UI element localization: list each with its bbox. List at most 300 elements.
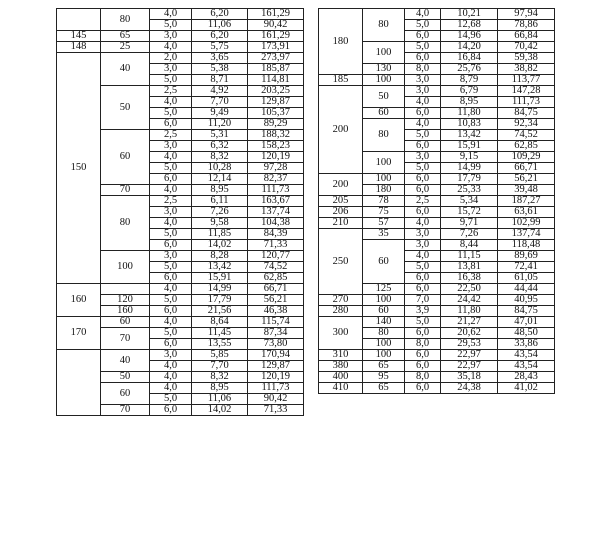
table-cell: 6,0	[405, 273, 441, 284]
table-cell: 11,80	[441, 108, 498, 119]
table-cell: 4,0	[150, 361, 192, 372]
table-cell: 70,42	[498, 42, 555, 53]
table-cell: 6,0	[405, 361, 441, 372]
table-cell: 8,95	[441, 97, 498, 108]
table-cell: 6,0	[150, 240, 192, 251]
table-cell: 210	[319, 218, 363, 229]
table-row	[319, 361, 555, 372]
table-cell: 6,79	[441, 86, 498, 97]
table-cell: 84,75	[498, 108, 555, 119]
table-cell: 6,0	[150, 273, 192, 284]
table-cell: 14,99	[441, 163, 498, 174]
table-cell: 29,53	[441, 339, 498, 350]
table-cell: 15,91	[441, 141, 498, 152]
table-row	[319, 295, 555, 306]
table-cell: 80	[363, 9, 405, 42]
table-cell: 5,0	[150, 163, 192, 174]
table-cell: 82,37	[248, 174, 304, 185]
table-cell: 163,67	[248, 196, 304, 207]
table-row	[319, 317, 555, 328]
table-cell: 87,34	[248, 328, 304, 339]
table-cell: 12,68	[441, 20, 498, 31]
table-cell: 5,0	[150, 20, 192, 31]
table-row	[57, 31, 304, 42]
table-cell: 66,71	[248, 284, 304, 295]
table-cell: 4,0	[405, 119, 441, 130]
table-cell: 120,19	[248, 372, 304, 383]
table-cell: 10,21	[441, 9, 498, 20]
table-cell: 100	[363, 75, 405, 86]
table-cell: 118,48	[498, 240, 555, 251]
table-row	[319, 207, 555, 218]
table-cell: 310	[319, 350, 363, 361]
table-cell: 6,0	[405, 31, 441, 42]
table-cell: 11,20	[192, 119, 248, 130]
table-row	[319, 174, 555, 185]
table-cell: 120,77	[248, 251, 304, 262]
table-cell: 35	[363, 229, 405, 240]
table-cell: 20,62	[441, 328, 498, 339]
table-cell: 6,0	[150, 174, 192, 185]
table-cell: 60	[101, 383, 150, 405]
table-cell: 6,0	[150, 339, 192, 350]
table-cell: 60	[363, 240, 405, 284]
table-cell: 111,73	[248, 185, 304, 196]
table-cell: 5,38	[192, 64, 248, 75]
table-cell: 89,29	[248, 119, 304, 130]
table-cell: 130	[363, 64, 405, 75]
table-row	[57, 284, 304, 295]
table-cell: 75	[363, 207, 405, 218]
table-cell: 6,32	[192, 141, 248, 152]
table-cell: 71,33	[248, 405, 304, 416]
table-cell: 11,06	[192, 394, 248, 405]
table-cell: 5,75	[192, 42, 248, 53]
table-cell: 71,33	[248, 240, 304, 251]
table-cell: 5,0	[150, 262, 192, 273]
table-cell: 129,87	[248, 361, 304, 372]
table-cell: 6,0	[405, 383, 441, 394]
table-cell: 9,15	[441, 152, 498, 163]
table-cell: 89,69	[498, 251, 555, 262]
table-cell: 9,49	[192, 108, 248, 119]
table-cell: 59,38	[498, 53, 555, 64]
table-cell: 3,0	[405, 75, 441, 86]
table-cell: 15,72	[441, 207, 498, 218]
table-cell: 74,52	[498, 130, 555, 141]
table-cell: 14,99	[192, 284, 248, 295]
table-cell: 65	[363, 361, 405, 372]
table-cell: 180	[319, 9, 363, 75]
table-cell: 56,21	[498, 174, 555, 185]
table-cell: 9,58	[192, 218, 248, 229]
table-cell: 40,95	[498, 295, 555, 306]
table-cell: 8,95	[192, 383, 248, 394]
table-cell: 8,95	[192, 185, 248, 196]
table-cell: 2,5	[150, 196, 192, 207]
table-cell: 104,38	[248, 218, 304, 229]
table-cell: 400	[319, 372, 363, 383]
table-cell: 14,02	[192, 240, 248, 251]
table-cell: 2,0	[150, 53, 192, 64]
table-cell: 22,50	[441, 284, 498, 295]
table-cell: 4,0	[150, 185, 192, 196]
table-cell: 10,83	[441, 119, 498, 130]
table-cell: 4,0	[150, 372, 192, 383]
table-cell: 13,81	[441, 262, 498, 273]
table-cell: 11,45	[192, 328, 248, 339]
table-cell: 60	[101, 317, 150, 328]
table-cell: 47,01	[498, 317, 555, 328]
table-cell: 7,70	[192, 361, 248, 372]
table-cell: 43,54	[498, 350, 555, 361]
table-cell: 6,0	[405, 350, 441, 361]
left-data-table	[56, 8, 304, 416]
table-cell: 80	[363, 119, 405, 152]
table-cell: 35,18	[441, 372, 498, 383]
table-cell: 14,02	[192, 405, 248, 416]
table-cell: 200	[319, 86, 363, 174]
table-cell: 4,0	[150, 284, 192, 295]
table-cell: 3,0	[150, 31, 192, 42]
table-cell: 3,0	[150, 350, 192, 361]
table-cell: 13,55	[192, 339, 248, 350]
table-cell: 170,94	[248, 350, 304, 361]
table-cell: 170	[57, 317, 101, 350]
table-cell: 43,54	[498, 361, 555, 372]
table-cell: 185	[319, 75, 363, 86]
table-cell: 16,84	[441, 53, 498, 64]
table-cell: 125	[363, 284, 405, 295]
table-cell: 95	[363, 372, 405, 383]
table-cell: 62,85	[248, 273, 304, 284]
table-cell: 250	[319, 229, 363, 295]
table-cell: 180	[363, 185, 405, 196]
table-cell: 410	[319, 383, 363, 394]
table-cell: 6,0	[405, 108, 441, 119]
table-cell: 109,29	[498, 152, 555, 163]
table-cell: 5,0	[405, 42, 441, 53]
table-cell: 84,75	[498, 306, 555, 317]
table-cell: 158,23	[248, 141, 304, 152]
table-cell: 6,0	[405, 174, 441, 185]
table-cell: 150	[57, 53, 101, 284]
table-row	[319, 196, 555, 207]
table-cell: 4,0	[405, 97, 441, 108]
table-cell: 3,0	[405, 152, 441, 163]
table-cell: 185,87	[248, 64, 304, 75]
table-cell: 188,32	[248, 130, 304, 141]
table-row	[319, 75, 555, 86]
table-cell: 113,77	[498, 75, 555, 86]
table-cell: 161,29	[248, 31, 304, 42]
table-cell: 129,87	[248, 97, 304, 108]
table-cell: 4,0	[405, 251, 441, 262]
table-cell: 4,0	[150, 152, 192, 163]
table-cell: 105,37	[248, 108, 304, 119]
table-cell: 120,19	[248, 152, 304, 163]
table-cell: 8,44	[441, 240, 498, 251]
table-row	[57, 9, 304, 20]
table-cell: 70	[101, 185, 150, 196]
table-cell: 41,02	[498, 383, 555, 394]
table-cell: 11,06	[192, 20, 248, 31]
table-cell: 5,0	[150, 229, 192, 240]
table-cell: 56,21	[248, 295, 304, 306]
table-cell: 40	[101, 53, 150, 86]
table-cell: 8,0	[405, 372, 441, 383]
table-cell	[57, 350, 101, 416]
table-cell: 4,0	[150, 383, 192, 394]
table-cell: 100	[101, 251, 150, 284]
table-cell: 50	[363, 86, 405, 108]
table-row	[319, 350, 555, 361]
table-cell: 6,0	[405, 328, 441, 339]
table-cell: 3,0	[150, 251, 192, 262]
table-cell: 137,74	[498, 229, 555, 240]
table-cell: 14,20	[441, 42, 498, 53]
table-cell: 8,0	[405, 64, 441, 75]
table-row	[319, 229, 555, 240]
table-row	[57, 317, 304, 328]
table-cell: 100	[363, 350, 405, 361]
table-cell: 65	[101, 31, 150, 42]
table-cell: 2,5	[150, 130, 192, 141]
right-table-body	[319, 9, 555, 394]
table-cell: 5,0	[405, 20, 441, 31]
table-cell	[101, 284, 150, 295]
table-cell: 300	[319, 317, 363, 350]
table-cell: 62,85	[498, 141, 555, 152]
table-cell: 63,61	[498, 207, 555, 218]
table-cell: 38,82	[498, 64, 555, 75]
table-cell: 11,15	[441, 251, 498, 262]
table-cell: 380	[319, 361, 363, 372]
table-cell: 5,0	[150, 295, 192, 306]
table-cell: 147,28	[498, 86, 555, 97]
table-cell: 6,20	[192, 31, 248, 42]
table-cell: 2,5	[150, 86, 192, 97]
table-cell: 3,65	[192, 53, 248, 64]
table-row	[319, 372, 555, 383]
table-cell: 50	[101, 372, 150, 383]
table-row	[57, 53, 304, 64]
table-cell: 78,86	[498, 20, 555, 31]
table-cell: 100	[363, 339, 405, 350]
table-cell: 5,31	[192, 130, 248, 141]
table-cell: 7,26	[192, 207, 248, 218]
table-cell: 3,0	[150, 207, 192, 218]
table-cell: 13,42	[192, 262, 248, 273]
table-cell: 24,42	[441, 295, 498, 306]
table-cell	[57, 9, 101, 31]
table-cell: 4,0	[150, 317, 192, 328]
table-cell: 13,42	[441, 130, 498, 141]
table-cell: 70	[101, 405, 150, 416]
table-cell: 4,92	[192, 86, 248, 97]
table-cell: 100	[363, 174, 405, 185]
table-row	[319, 86, 555, 97]
table-cell: 65	[363, 383, 405, 394]
table-cell: 22,97	[441, 361, 498, 372]
table-row	[57, 350, 304, 361]
table-cell: 57	[363, 218, 405, 229]
table-cell: 8,64	[192, 317, 248, 328]
table-row	[319, 218, 555, 229]
table-cell: 6,0	[150, 306, 192, 317]
table-cell: 205	[319, 196, 363, 207]
table-cell: 5,0	[150, 328, 192, 339]
table-cell: 80	[101, 196, 150, 251]
table-cell: 3,0	[405, 229, 441, 240]
table-cell: 70	[101, 328, 150, 350]
table-cell: 102,99	[498, 218, 555, 229]
table-cell: 6,0	[405, 284, 441, 295]
table-cell: 11,85	[192, 229, 248, 240]
table-cell: 5,0	[150, 75, 192, 86]
table-cell: 137,74	[248, 207, 304, 218]
table-cell: 74,52	[248, 262, 304, 273]
table-cell: 7,70	[192, 97, 248, 108]
table-cell: 17,79	[192, 295, 248, 306]
right-data-table	[318, 8, 555, 394]
table-cell: 8,0	[405, 339, 441, 350]
table-cell: 3,0	[150, 141, 192, 152]
table-cell: 66,71	[498, 163, 555, 174]
table-cell: 5,0	[405, 163, 441, 174]
table-cell: 78	[363, 196, 405, 207]
table-cell: 8,28	[192, 251, 248, 262]
table-row	[319, 383, 555, 394]
table-cell: 72,41	[498, 262, 555, 273]
table-cell: 90,42	[248, 20, 304, 31]
table-cell: 92,34	[498, 119, 555, 130]
table-cell: 100	[363, 295, 405, 306]
table-cell: 7,26	[441, 229, 498, 240]
table-cell: 4,0	[150, 97, 192, 108]
table-cell: 5,0	[405, 262, 441, 273]
table-cell: 22,97	[441, 350, 498, 361]
table-cell: 48,50	[498, 328, 555, 339]
table-cell: 148	[57, 42, 101, 53]
table-cell: 280	[319, 306, 363, 317]
table-cell: 111,73	[498, 97, 555, 108]
table-cell: 61,05	[498, 273, 555, 284]
table-cell: 6,20	[192, 9, 248, 20]
table-cell: 115,74	[248, 317, 304, 328]
table-cell: 24,38	[441, 383, 498, 394]
table-cell: 6,0	[405, 185, 441, 196]
table-cell: 90,42	[248, 394, 304, 405]
table-cell: 4,0	[150, 42, 192, 53]
table-cell: 14,96	[441, 31, 498, 42]
table-row	[57, 42, 304, 53]
table-cell: 28,43	[498, 372, 555, 383]
table-cell: 3,0	[405, 240, 441, 251]
table-cell: 6,0	[405, 207, 441, 218]
table-cell: 3,0	[150, 64, 192, 75]
table-cell: 6,11	[192, 196, 248, 207]
table-cell: 187,27	[498, 196, 555, 207]
table-row	[319, 9, 555, 20]
table-cell: 60	[363, 108, 405, 119]
table-cell: 173,91	[248, 42, 304, 53]
table-cell: 60	[101, 130, 150, 185]
table-cell: 120	[101, 295, 150, 306]
table-cell: 8,79	[441, 75, 498, 86]
table-cell: 66,84	[498, 31, 555, 42]
table-cell: 5,0	[405, 317, 441, 328]
table-cell: 50	[101, 86, 150, 130]
table-cell: 17,79	[441, 174, 498, 185]
table-cell: 60	[363, 306, 405, 317]
table-cell: 160	[101, 306, 150, 317]
table-cell: 16,38	[441, 273, 498, 284]
left-table-body	[57, 9, 304, 416]
table-cell: 140	[363, 317, 405, 328]
table-cell: 10,28	[192, 163, 248, 174]
table-cell: 4,0	[150, 218, 192, 229]
table-cell: 7,0	[405, 295, 441, 306]
table-cell: 4,0	[405, 218, 441, 229]
table-cell: 6,0	[405, 141, 441, 152]
table-cell: 161,29	[248, 9, 304, 20]
table-cell: 21,56	[192, 306, 248, 317]
table-cell: 21,27	[441, 317, 498, 328]
table-cell: 84,39	[248, 229, 304, 240]
table-cell: 100	[363, 42, 405, 64]
table-cell: 9,71	[441, 218, 498, 229]
table-cell: 200	[319, 174, 363, 196]
table-cell: 5,0	[405, 130, 441, 141]
table-cell: 33,86	[498, 339, 555, 350]
table-cell: 114,81	[248, 75, 304, 86]
table-cell: 73,80	[248, 339, 304, 350]
table-cell: 97,28	[248, 163, 304, 174]
table-cell: 270	[319, 295, 363, 306]
table-cell: 273,97	[248, 53, 304, 64]
table-cell: 3,9	[405, 306, 441, 317]
table-cell: 80	[101, 9, 150, 31]
table-cell: 25,76	[441, 64, 498, 75]
table-cell: 145	[57, 31, 101, 42]
table-cell: 4,0	[150, 9, 192, 20]
table-cell: 15,91	[192, 273, 248, 284]
table-cell: 206	[319, 207, 363, 218]
table-cell: 203,25	[248, 86, 304, 97]
table-cell: 12,14	[192, 174, 248, 185]
table-cell: 5,34	[441, 196, 498, 207]
table-cell: 8,71	[192, 75, 248, 86]
table-cell: 46,38	[248, 306, 304, 317]
table-row	[319, 306, 555, 317]
table-cell: 5,85	[192, 350, 248, 361]
table-cell: 3,0	[405, 86, 441, 97]
table-cell: 40	[101, 350, 150, 372]
table-cell: 6,0	[405, 53, 441, 64]
table-cell: 97,94	[498, 9, 555, 20]
table-cell: 6,0	[150, 405, 192, 416]
table-cell: 80	[363, 328, 405, 339]
table-cell: 6,0	[150, 119, 192, 130]
table-cell: 4,0	[405, 9, 441, 20]
table-cell: 5,0	[150, 394, 192, 405]
table-cell: 5,0	[150, 108, 192, 119]
table-cell: 25	[101, 42, 150, 53]
table-cell: 8,32	[192, 372, 248, 383]
table-cell: 160	[57, 284, 101, 317]
table-cell: 39,48	[498, 185, 555, 196]
